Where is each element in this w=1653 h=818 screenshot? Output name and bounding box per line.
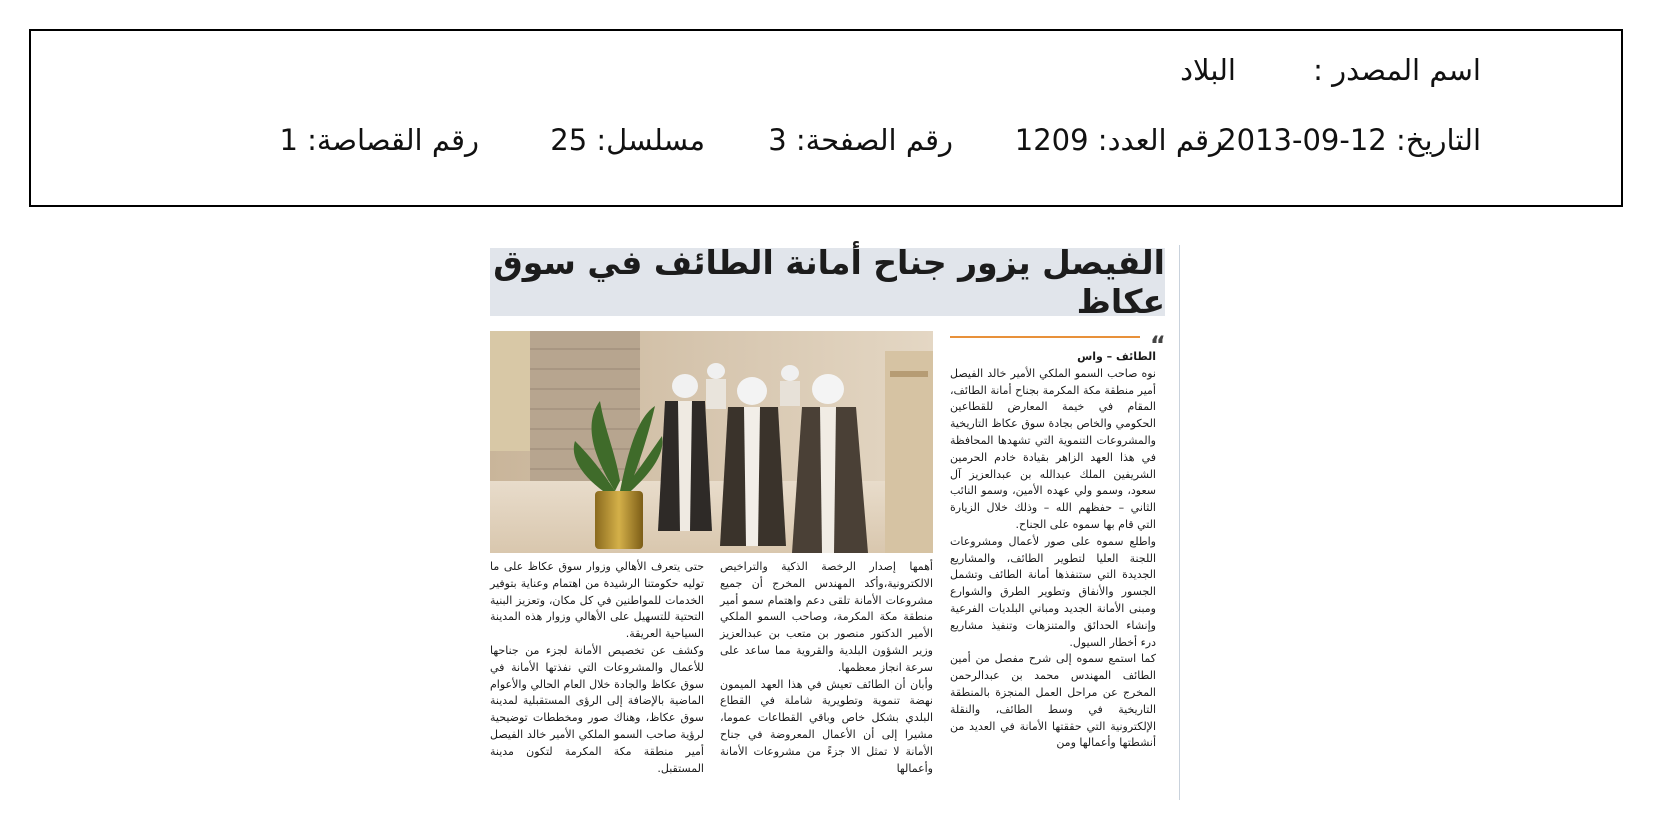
paragraph: حتى يتعرف الأهالي وزوار سوق عكاظ على ما توليه حكومتنا الرشيدة من اهتمام وعناية بتوفير الخدمات للمواطنين في كل مكان، وتعزيز البنية التحتية للتسهيل على الأهالي وزوار هذه المدينة السياحية العريقة.: [490, 560, 704, 641]
paragraph: وكشف عن تخصيص الأمانة لجزء من جناحها للأعمال والمشروعات التي نفذتها الأمانة في سوق عكاظ والجادة خلال العام الحالي والأعوام الماضية بالإضافة إلى الرؤى المستقبلية لمدينة سوق عكاظ، وهناك صور ومخططات توضيحية لرؤية صاحب السمو الملكي الأمير خالد الفيصل أمير منطقة مكة المكرمة لتكون مدينة المستقبل.: [490, 643, 704, 775]
newspaper-clipping: [490, 245, 1182, 800]
paragraph: أهمها إصدار الرخصة الذكية والتراخيص الالكترونية،وأكد المهندس المخرج أن جميع مشروعات الأمانة تلقى دعم واهتمام سمو أمير منطقة مكة المكرمة، وصاحب السمو الملكي الأمير الدكتور منصور بن متعب بن عبدالعزيز وزير الشؤون البلدية والقروية مما ساعد على سرعة انجاز معظمها.: [720, 560, 933, 674]
serial-field: مسلسل: 25: [550, 123, 705, 157]
source-value: البلاد: [1180, 53, 1236, 87]
issue-field: رقم العدد: 1209: [1014, 123, 1223, 157]
article-column-3: [490, 559, 704, 777]
clip-field: رقم القصاصة: 1: [279, 123, 479, 157]
article-photo: [490, 331, 933, 553]
paragraph: واطلع سموه على صور لأعمال ومشروعات اللجنة العليا لتطوير الطائف، والمشاريع الجديدة التي ستنفذها أمانة الطائف وتشمل الجسور والأنفاق وتطوير الطرق والشوارع ومبنى الأمانة الجديد ومباني البلديات الفرعية وإنشاء الحدائق والمتنزهات وتنفيذ مشاريع درء أخطار السيول.: [950, 534, 1156, 649]
column-rule: [1179, 245, 1180, 800]
article-column-2: [720, 559, 933, 777]
date-field: التاريخ: 12-09-2013: [1218, 123, 1481, 157]
headline: الفيصل يزور جناح أمانة الطائف في سوق عكاظ: [493, 243, 1165, 321]
headline-band: [490, 243, 1165, 321]
dateline: الطائف – واس: [1077, 350, 1156, 363]
page-field: رقم الصفحة: 3: [768, 123, 953, 157]
paragraph: نوه صاحب السمو الملكي الأمير خالد الفيصل أمير منطقة مكة المكرمة بجناح أمانة الطائف، المقام في خيمة المعارض للقطاعين الحكومي والخاص بجادة سوق عكاظ التاريخية والمشروعات التنموية التي تشهدها المحافظة في هذا العهد الزاهر بقيادة خادم الحرمين الشريفين الملك عبدالله بن عبدالعزيز آل سعود، وسمو ولي عهده الأمين، وسمو النائب الثاني – حفظهم الله – وذلك خلال الزيارة التي قام بها سموه على الجناح.: [950, 366, 1156, 531]
paragraph: كما استمع سموه إلى شرح مفصل من أمين الطائف المهندس محمد بن عبدالرحمن المخرج عن مراحل العمل المنجزة بالمنطقة التاريخية في وسط الطائف، والنقلة الإلكترونية التي حققتها الأمانة في العديد من أنشطتها وأعمالها ومن: [950, 652, 1156, 750]
metadata-box: [29, 29, 1623, 207]
photo-illustration: [490, 331, 933, 553]
article-column-1: [950, 349, 1156, 752]
accent-rule: [950, 336, 1140, 338]
source-label: اسم المصدر :: [1313, 53, 1481, 87]
quote-mark: “: [1150, 331, 1166, 359]
paragraph: وأبان أن الطائف تعيش في هذا العهد الميمون نهضة تنموية وتطويرية شاملة في القطاع البلدي بشكل خاص وباقي القطاعات عموما، مشيرا إلى أن الأعمال المعروضة في جناح الأمانة لا تمثل الا جزءً من مشروعات الأمانة وأعمالها: [720, 677, 933, 775]
